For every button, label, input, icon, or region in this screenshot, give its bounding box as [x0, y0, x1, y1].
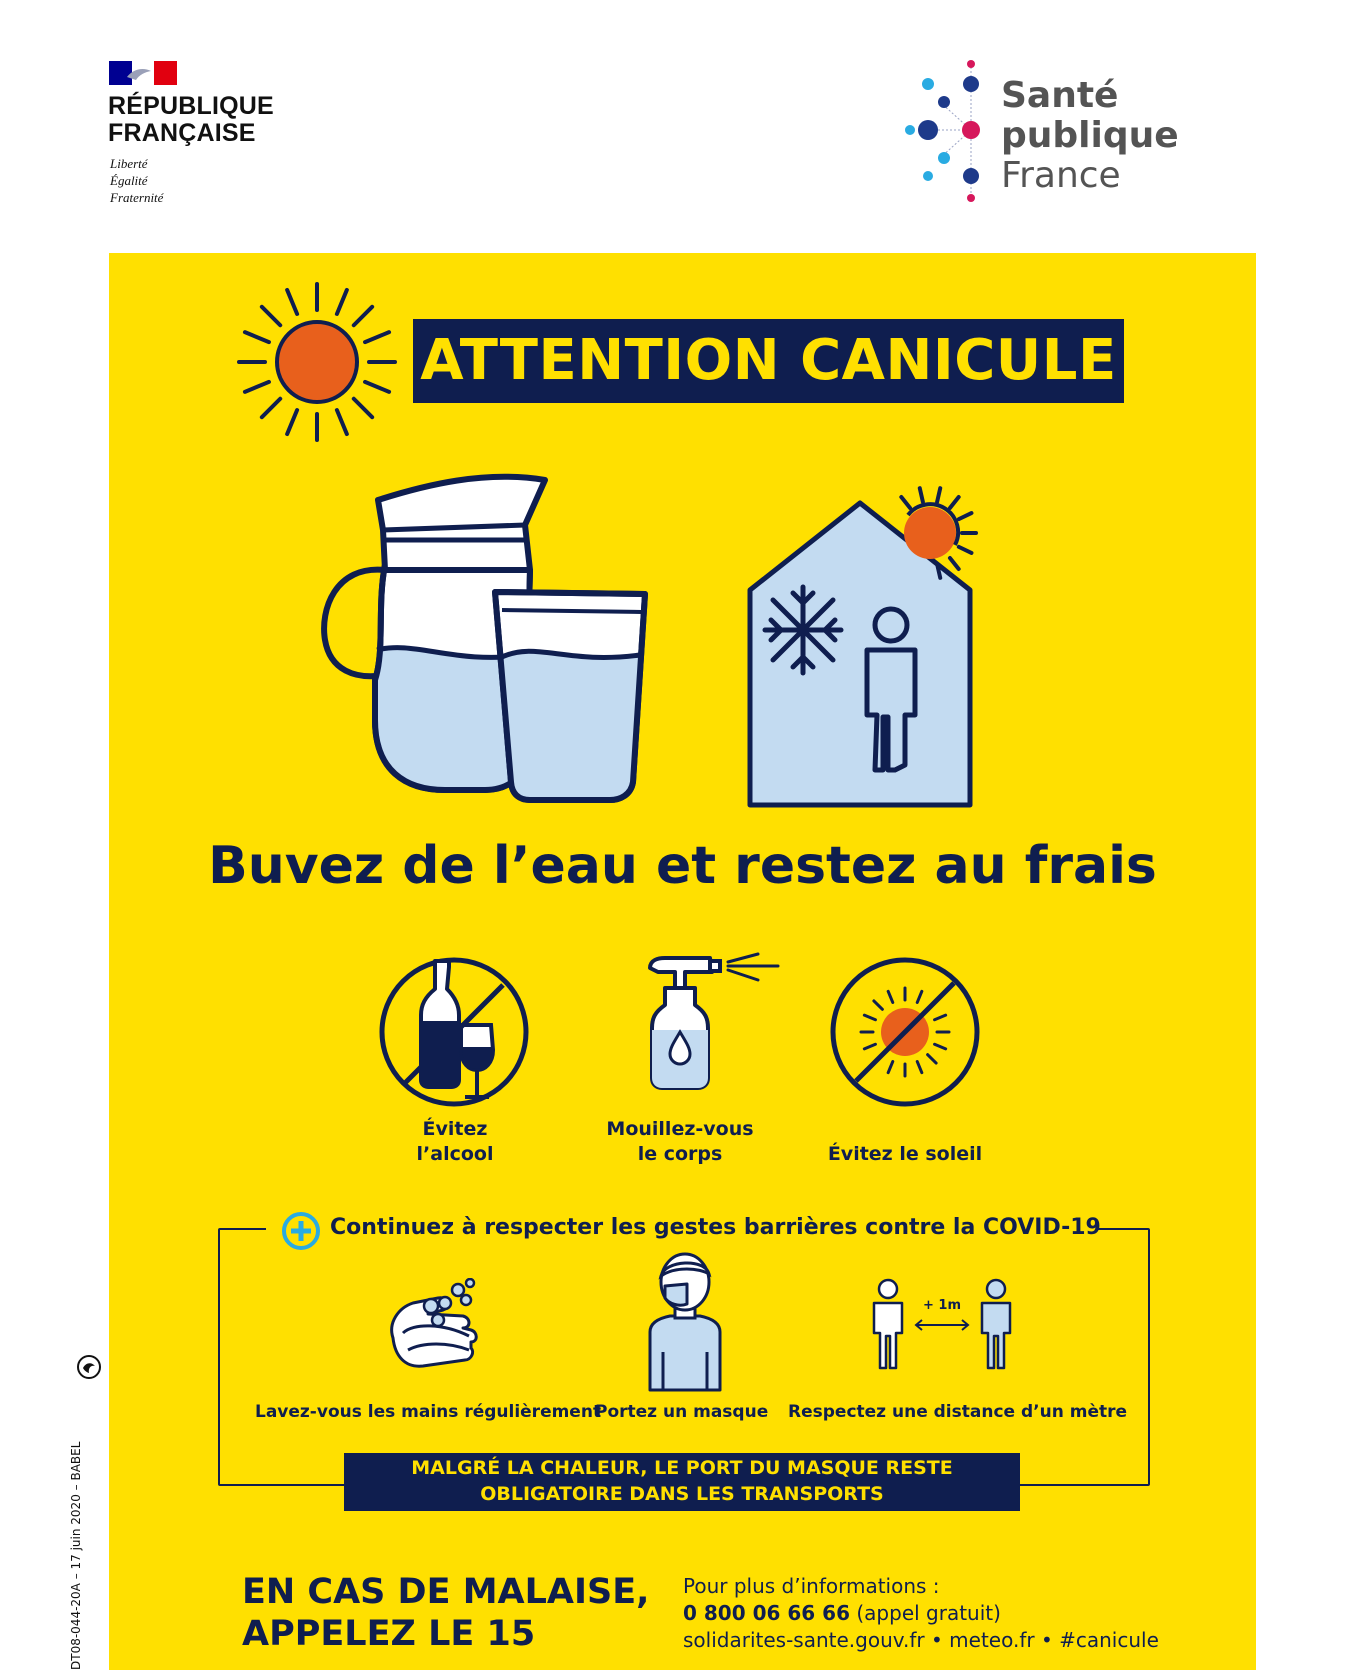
- emergency-call-text: EN CAS DE MALAISE, APPELEZ LE 15: [242, 1572, 650, 1654]
- sun-ray: [354, 307, 372, 325]
- sun-ray: [959, 513, 972, 519]
- sun-ray: [901, 497, 910, 508]
- sun-ray: [935, 1015, 946, 1020]
- cool-house-icon: [745, 475, 990, 810]
- info-links: solidarites-sante.gouv.fr • meteo.fr • #canicule: [683, 1628, 1159, 1652]
- sun-ray: [354, 399, 372, 417]
- sun-ray: [935, 1044, 946, 1049]
- sun-ray: [950, 497, 959, 508]
- republique-francaise-flag-logo: [109, 61, 177, 85]
- sante-publique-france-wordmark: Santé publique France: [1001, 75, 1179, 196]
- republic-motto: Liberté Égalité Fraternité: [110, 156, 164, 205]
- info-phone-note: (appel gratuit): [850, 1601, 1001, 1625]
- no-sun-icon: [828, 955, 983, 1110]
- tip-label-sun: Évitez le soleil: [827, 1143, 983, 1165]
- sun-ray: [917, 1062, 922, 1073]
- covid-label-mask: Portez un masque: [595, 1402, 769, 1422]
- sun-ray: [262, 307, 280, 325]
- sun-ray: [937, 488, 940, 502]
- sun-ray: [245, 332, 269, 342]
- more-info-block: [683, 1573, 1159, 1654]
- sun-ray: [950, 558, 959, 569]
- tip-label-wet-body: Mouillez-vous le corps: [606, 1118, 754, 1165]
- sante-publique-france-logo: [896, 58, 1006, 208]
- sun-ray: [245, 382, 269, 392]
- sun-ray: [874, 1001, 882, 1009]
- plus-icon: [281, 1211, 321, 1251]
- sun-ray: [287, 290, 297, 314]
- sun-ray: [365, 382, 389, 392]
- distance-icon: [868, 1278, 1018, 1373]
- sun-ray: [917, 991, 922, 1002]
- poster-title: ATTENTION CANICULE: [420, 328, 1117, 393]
- sun-ray: [337, 290, 347, 314]
- sun-ray: [287, 410, 297, 434]
- sun-ray: [337, 410, 347, 434]
- mask-person-icon: [645, 1252, 725, 1392]
- covid-label-hands: Lavez-vous les mains régulièrement: [255, 1402, 602, 1422]
- sun-ray: [959, 547, 972, 553]
- sun-ray: [864, 1015, 875, 1020]
- sun-ray: [928, 1055, 936, 1063]
- no-alcohol-icon: [377, 955, 532, 1110]
- document-reference: DT08-044-20A – 17 juin 2020 – BABEL: [69, 1441, 83, 1670]
- sun-ray: [920, 488, 923, 502]
- sun-ray: [262, 399, 280, 417]
- sun-ray: [864, 1044, 875, 1049]
- water-jug-and-glass-icon: [315, 470, 660, 815]
- sun-ray: [888, 1062, 893, 1073]
- main-headline: Buvez de l’eau et restez au frais: [208, 836, 1157, 896]
- republique-francaise-wordmark: RÉPUBLIQUE FRANÇAISE: [108, 92, 274, 147]
- tip-label-alcohol: Évitez l’alcool: [416, 1118, 494, 1165]
- babel-logo-icon: [76, 1354, 102, 1380]
- sun-icon: [235, 280, 400, 445]
- info-intro: Pour plus d’informations :: [683, 1574, 940, 1598]
- info-phone: 0 800 06 66 66: [683, 1601, 851, 1625]
- covid-heading: Continuez à respecter les gestes barrières contre la COVID-19: [330, 1215, 1101, 1240]
- sun-ray: [888, 991, 893, 1002]
- spray-bottle-icon: [630, 950, 785, 1105]
- hand-washing-icon: [383, 1278, 483, 1373]
- sun-ray: [365, 332, 389, 342]
- distance-label: + 1m: [922, 1298, 962, 1313]
- mask-notice: MALGRÉ LA CHALEUR, LE PORT DU MASQUE RESTE OBLIGATOIRE DANS LES TRANSPORTS: [411, 1457, 953, 1505]
- covid-label-distance: Respectez une distance d’un mètre: [788, 1402, 1128, 1422]
